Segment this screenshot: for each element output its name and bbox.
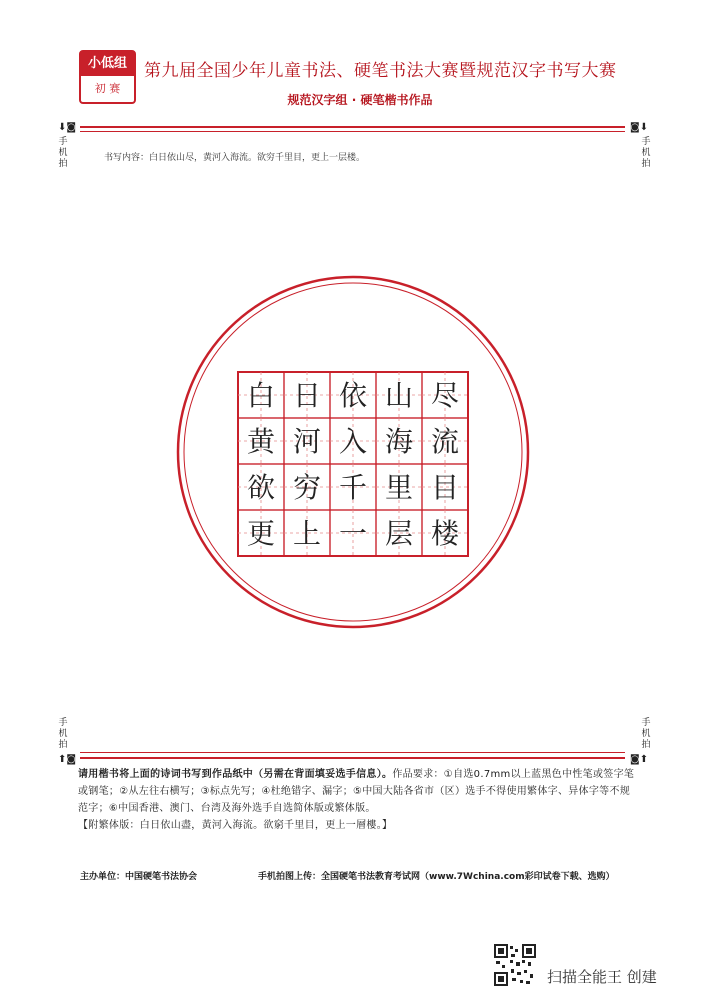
grid-character: 尽: [430, 379, 460, 412]
side-char: 机: [641, 729, 651, 739]
side-char: 机: [641, 148, 651, 158]
grid-character: 千: [338, 471, 368, 504]
writing-content-line: 书写内容：白日依山尽，黄河入海流。欲穷千里目，更上一层楼。: [104, 153, 366, 163]
grid-character: 白: [246, 379, 276, 412]
grid-character: 更: [246, 517, 276, 550]
side-char: 手: [641, 137, 651, 147]
grid-character: 河: [292, 425, 322, 458]
side-char: 拍: [58, 159, 68, 169]
grid-character: 入: [338, 425, 368, 458]
organizer-text: 主办单位：中国硬笔书法协会: [80, 872, 198, 882]
grid-character: 依: [338, 379, 368, 412]
scanner-watermark: 扫描全能王 创建: [547, 968, 657, 986]
page-subtitle: 规范汉字组 · 硬笔楷书作品: [287, 93, 433, 107]
requirements-body: 作品要求：①自选0.7mm以上蓝黑色中性笔或签字笔或钢笔；②从左往右横写；③标点先写；④杜绝错字、漏字；⑤中国大陆各省市（区）选手不得使用繁体字、异体字等不规范字；⑥中国香港、澳门、台湾及海外选手自选简体版或繁体版。: [78, 769, 635, 814]
camera-mark-bottom-left: [58, 754, 76, 765]
qr-code-icon: [494, 944, 536, 986]
side-char: 手: [641, 718, 651, 728]
side-char: 手: [58, 718, 68, 728]
download-arrow-icon: ⬇: [58, 122, 67, 133]
side-label-bottom-right: [640, 718, 652, 751]
upload-arrow-icon: ⬆: [58, 754, 67, 765]
camera-icon: ◙: [630, 122, 640, 133]
grid-character: 日: [292, 379, 322, 412]
page-title: 第九届全国少年儿童书法、硬笔书法大赛暨规范汉字书写大赛: [144, 61, 617, 81]
side-char: 机: [58, 148, 68, 158]
traditional-version-note: 【附繁体版：白日依山盡，黃河入海流。欲窮千里目，更上一層樓。】: [78, 820, 393, 831]
upload-info-text: 手机拍图上传：全国硬笔书法教育考试网（www.7Wchina.com彩印试卷下载、选购）: [258, 872, 615, 882]
grid-character: 一: [338, 517, 368, 550]
grid-character: 欲: [246, 471, 276, 504]
badge-round-label: 初 赛: [94, 82, 121, 95]
side-label-bottom-left: [57, 718, 69, 751]
side-char: 拍: [58, 740, 68, 750]
side-char: 拍: [641, 740, 651, 750]
grid-character: 里: [384, 471, 414, 504]
grid-character: 层: [384, 517, 414, 550]
requirements-lead: 请用楷书将上面的诗词书写到作品纸中（另需在背面填妥选手信息）。: [78, 769, 393, 780]
side-char: 机: [58, 729, 68, 739]
upload-arrow-icon: ⬆: [639, 754, 649, 765]
grid-character: 海: [384, 425, 414, 458]
grid-character: 上: [292, 517, 322, 550]
badge-group-label: 小低组: [81, 52, 134, 76]
grid-character: 目: [430, 471, 460, 504]
grid-character: 山: [384, 379, 414, 412]
side-char: 拍: [641, 159, 651, 169]
side-char: 手: [58, 137, 68, 147]
camera-icon: ◙: [66, 122, 77, 133]
grid-character: 楼: [430, 517, 460, 550]
grid-character: 流: [430, 425, 460, 458]
character-grid: [238, 372, 468, 556]
download-arrow-icon: ⬇: [639, 122, 649, 133]
grid-character: 黄: [246, 425, 276, 458]
grid-character: 穷: [292, 471, 322, 504]
bottom-rule-thin: [80, 752, 625, 753]
camera-mark-bottom-right: [630, 754, 648, 765]
requirements-text: [78, 766, 638, 834]
camera-icon: ◙: [66, 754, 77, 765]
camera-icon: ◙: [630, 754, 640, 765]
bottom-rule: [80, 757, 625, 759]
